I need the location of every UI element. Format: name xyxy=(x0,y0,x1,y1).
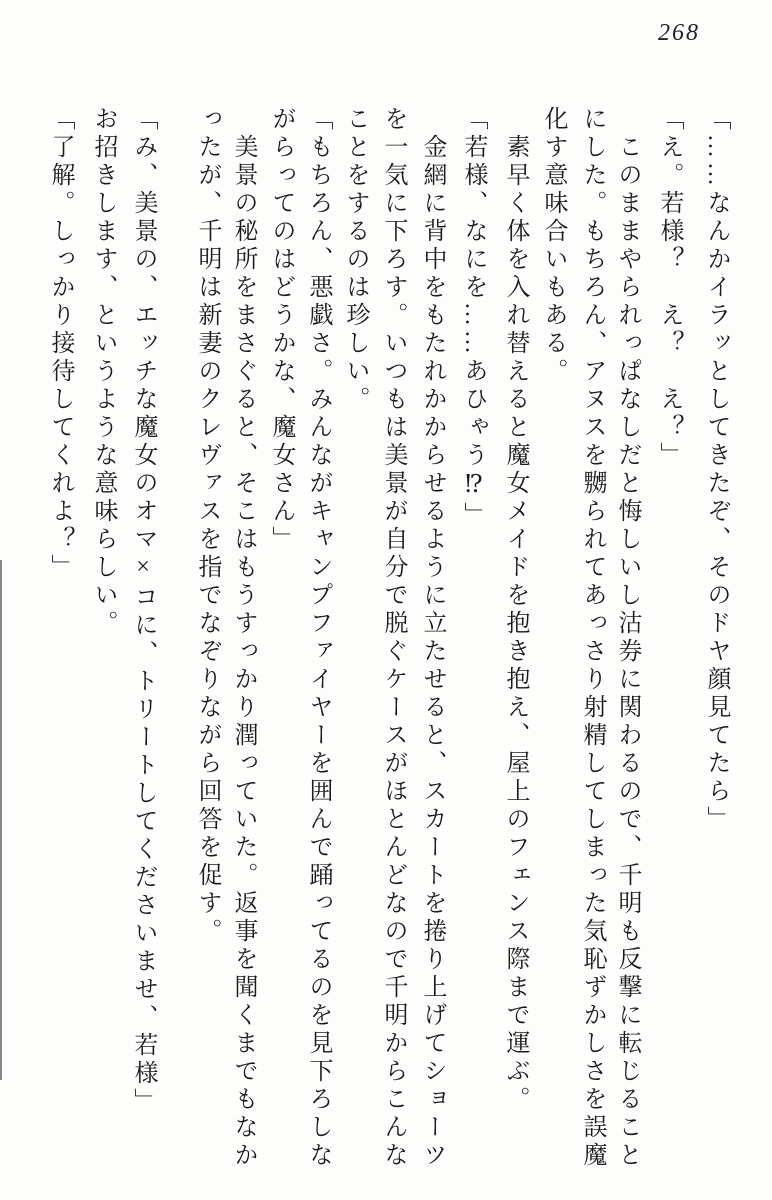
text-column: お招きします、というような意味らしい。 xyxy=(90,106,116,638)
text-column: 「……なんかイラッとしてきたぞ、そのドヤ顔見てたら」 xyxy=(703,106,729,834)
text-column: 美景の秘所をまさぐると、そこはもうすっかり潤っていた。返事を聞くまでもなか xyxy=(230,134,256,1170)
text-column: ことをするのは珍しい。 xyxy=(342,106,368,414)
text-column: 「若様、なにを……あひゃう⁉」 xyxy=(460,106,486,530)
text-column: 「もちろん、悪戯さ。みんながキャンプファイヤーを囲んで踊ってるのを見下ろしな xyxy=(305,106,331,1170)
text-column: 「み、美景の、エッチな魔女のオマ×コに、トリートしてくださいませ、若様」 xyxy=(130,106,156,1116)
text-column: 「了解。しっかり接待してくれよ？」 xyxy=(47,106,73,582)
text-column: このままやられっぱなしだと悔しいし沽券に関わるので、千明も反撃に転じること xyxy=(614,134,640,1170)
text-column: 化す意味合いもある。 xyxy=(540,106,566,386)
page-number: 268 xyxy=(658,20,700,46)
text-column: を一気に下ろす。いつもは美景が自分で脱ぐケースがほとんどなので千明からこんな xyxy=(380,106,406,1170)
text-column: がらってのはどうかな、魔女さん」 xyxy=(268,106,294,554)
text-column: にした。もちろん、アヌスを嬲られてあっさり射精してしまった気恥ずかしさを誤魔 xyxy=(579,106,605,1170)
text-column: 素早く体を入れ替えると魔女メイドを抱き抱え、屋上のフェンス際まで運ぶ。 xyxy=(502,134,528,1114)
text-column: 金網に背中をもたれかからせるように立たせると、スカートを捲り上げてショーツ xyxy=(419,134,445,1170)
text-column: ったが、千明は新妻のクレヴァスを指でなぞりながら回答を促す。 xyxy=(194,106,220,946)
text-column: 「え。若様？ え？ え？」 xyxy=(656,106,682,470)
